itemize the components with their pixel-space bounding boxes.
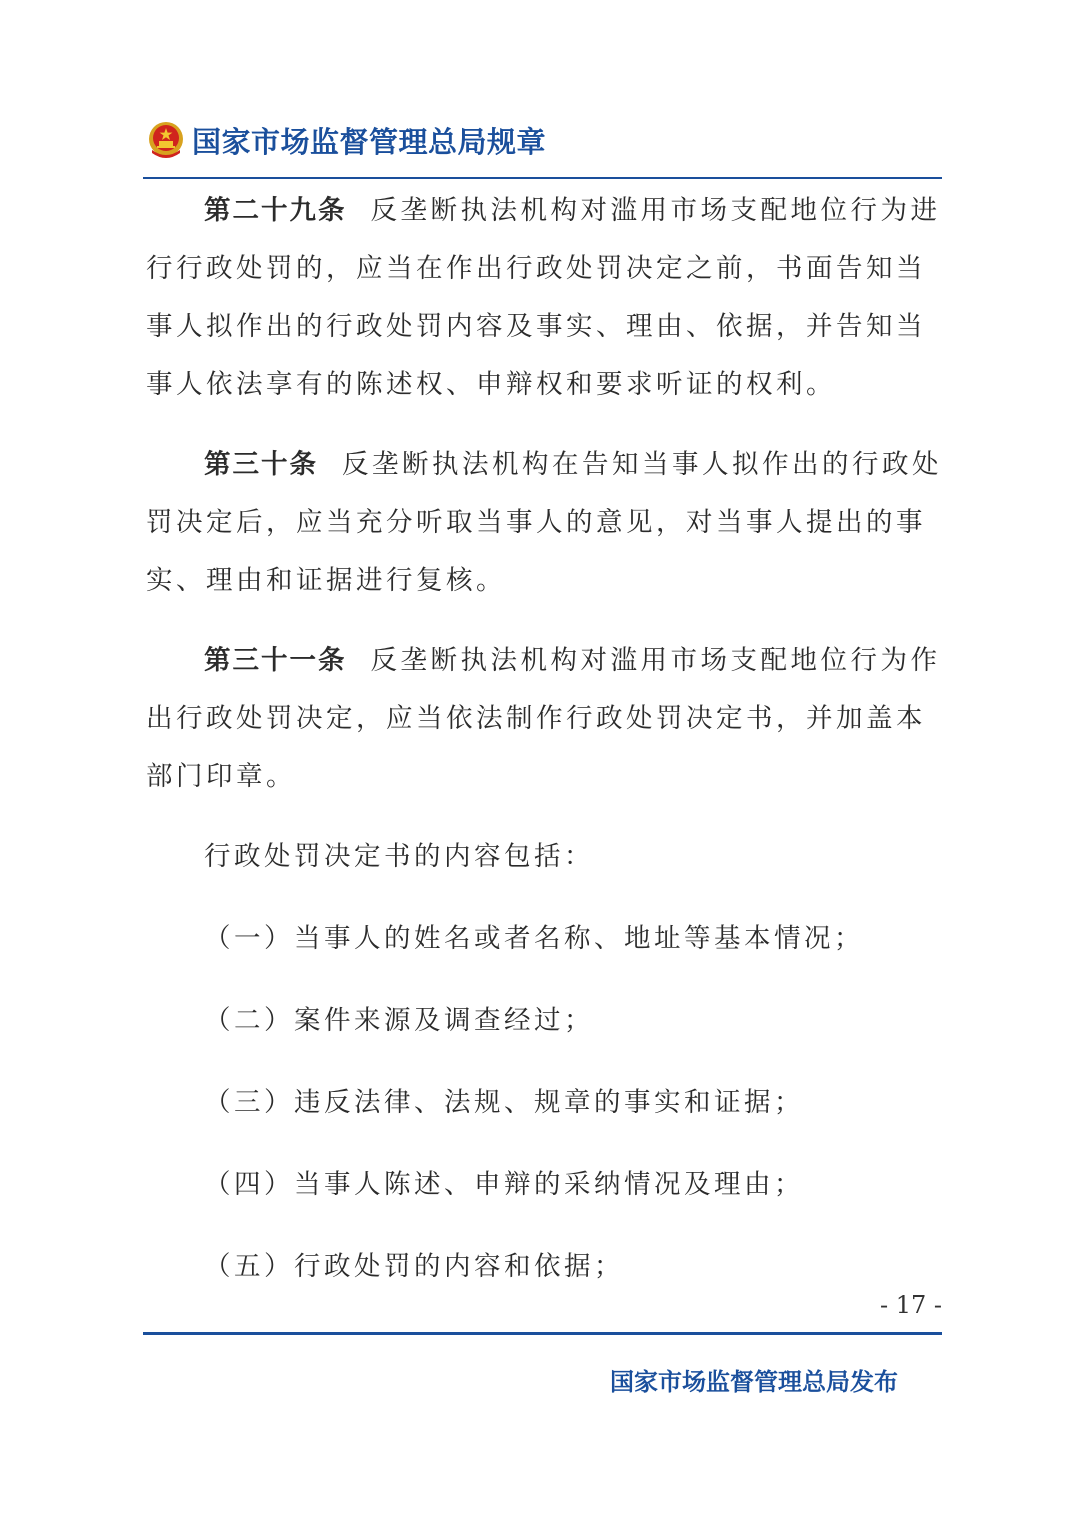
- list-item: （一）当事人的姓名或者名称、地址等基本情况；: [204, 923, 864, 954]
- article-text: 反垄断执法机构对滥用市场支配地位行为进行行政处罚的，应当在作出行政处罚决定之前，书面告知当事人拟作出的行政处罚内容及事实、理由、依据，并告知当事人依法享有的陈述权、申辩权和要求听证的权利。: [146, 195, 941, 400]
- footer-divider: [143, 1332, 942, 1335]
- footer-publisher: 国家市场监督管理总局发布: [610, 1368, 898, 1396]
- list-item: （三）违反法律、法规、规章的事实和证据；: [204, 1087, 804, 1118]
- list-item: （五）行政处罚的内容和依据；: [204, 1251, 624, 1282]
- list-item: （四）当事人陈述、申辩的采纳情况及理由；: [204, 1169, 804, 1200]
- header-title: 国家市场监督管理总局规章: [192, 124, 547, 159]
- article-number: 第二十九条: [204, 195, 347, 226]
- header-divider: [143, 177, 942, 179]
- list-item: （二）案件来源及调查经过；: [204, 1005, 594, 1036]
- decision-intro: 行政处罚决定书的内容包括：: [204, 841, 594, 872]
- article-text: 反垄断执法机构对滥用市场支配地位行为作出行政处罚决定，应当依法制作行政处罚决定书，并加盖本部门印章。: [146, 645, 941, 792]
- article-30: [146, 436, 942, 610]
- article-number: 第三十一条: [204, 645, 347, 676]
- article-29: [146, 182, 942, 414]
- article-number: 第三十条: [204, 449, 318, 480]
- document-body: [146, 182, 942, 1296]
- document-header: [146, 118, 546, 162]
- article-text: 反垄断执法机构在告知当事人拟作出的行政处罚决定后，应当充分听取当事人的意见，对当事人提出的事实、理由和证据进行复核。: [146, 449, 942, 596]
- article-31: [146, 632, 942, 806]
- national-emblem-icon: [146, 120, 186, 160]
- page-number: - 17 -: [879, 1291, 942, 1319]
